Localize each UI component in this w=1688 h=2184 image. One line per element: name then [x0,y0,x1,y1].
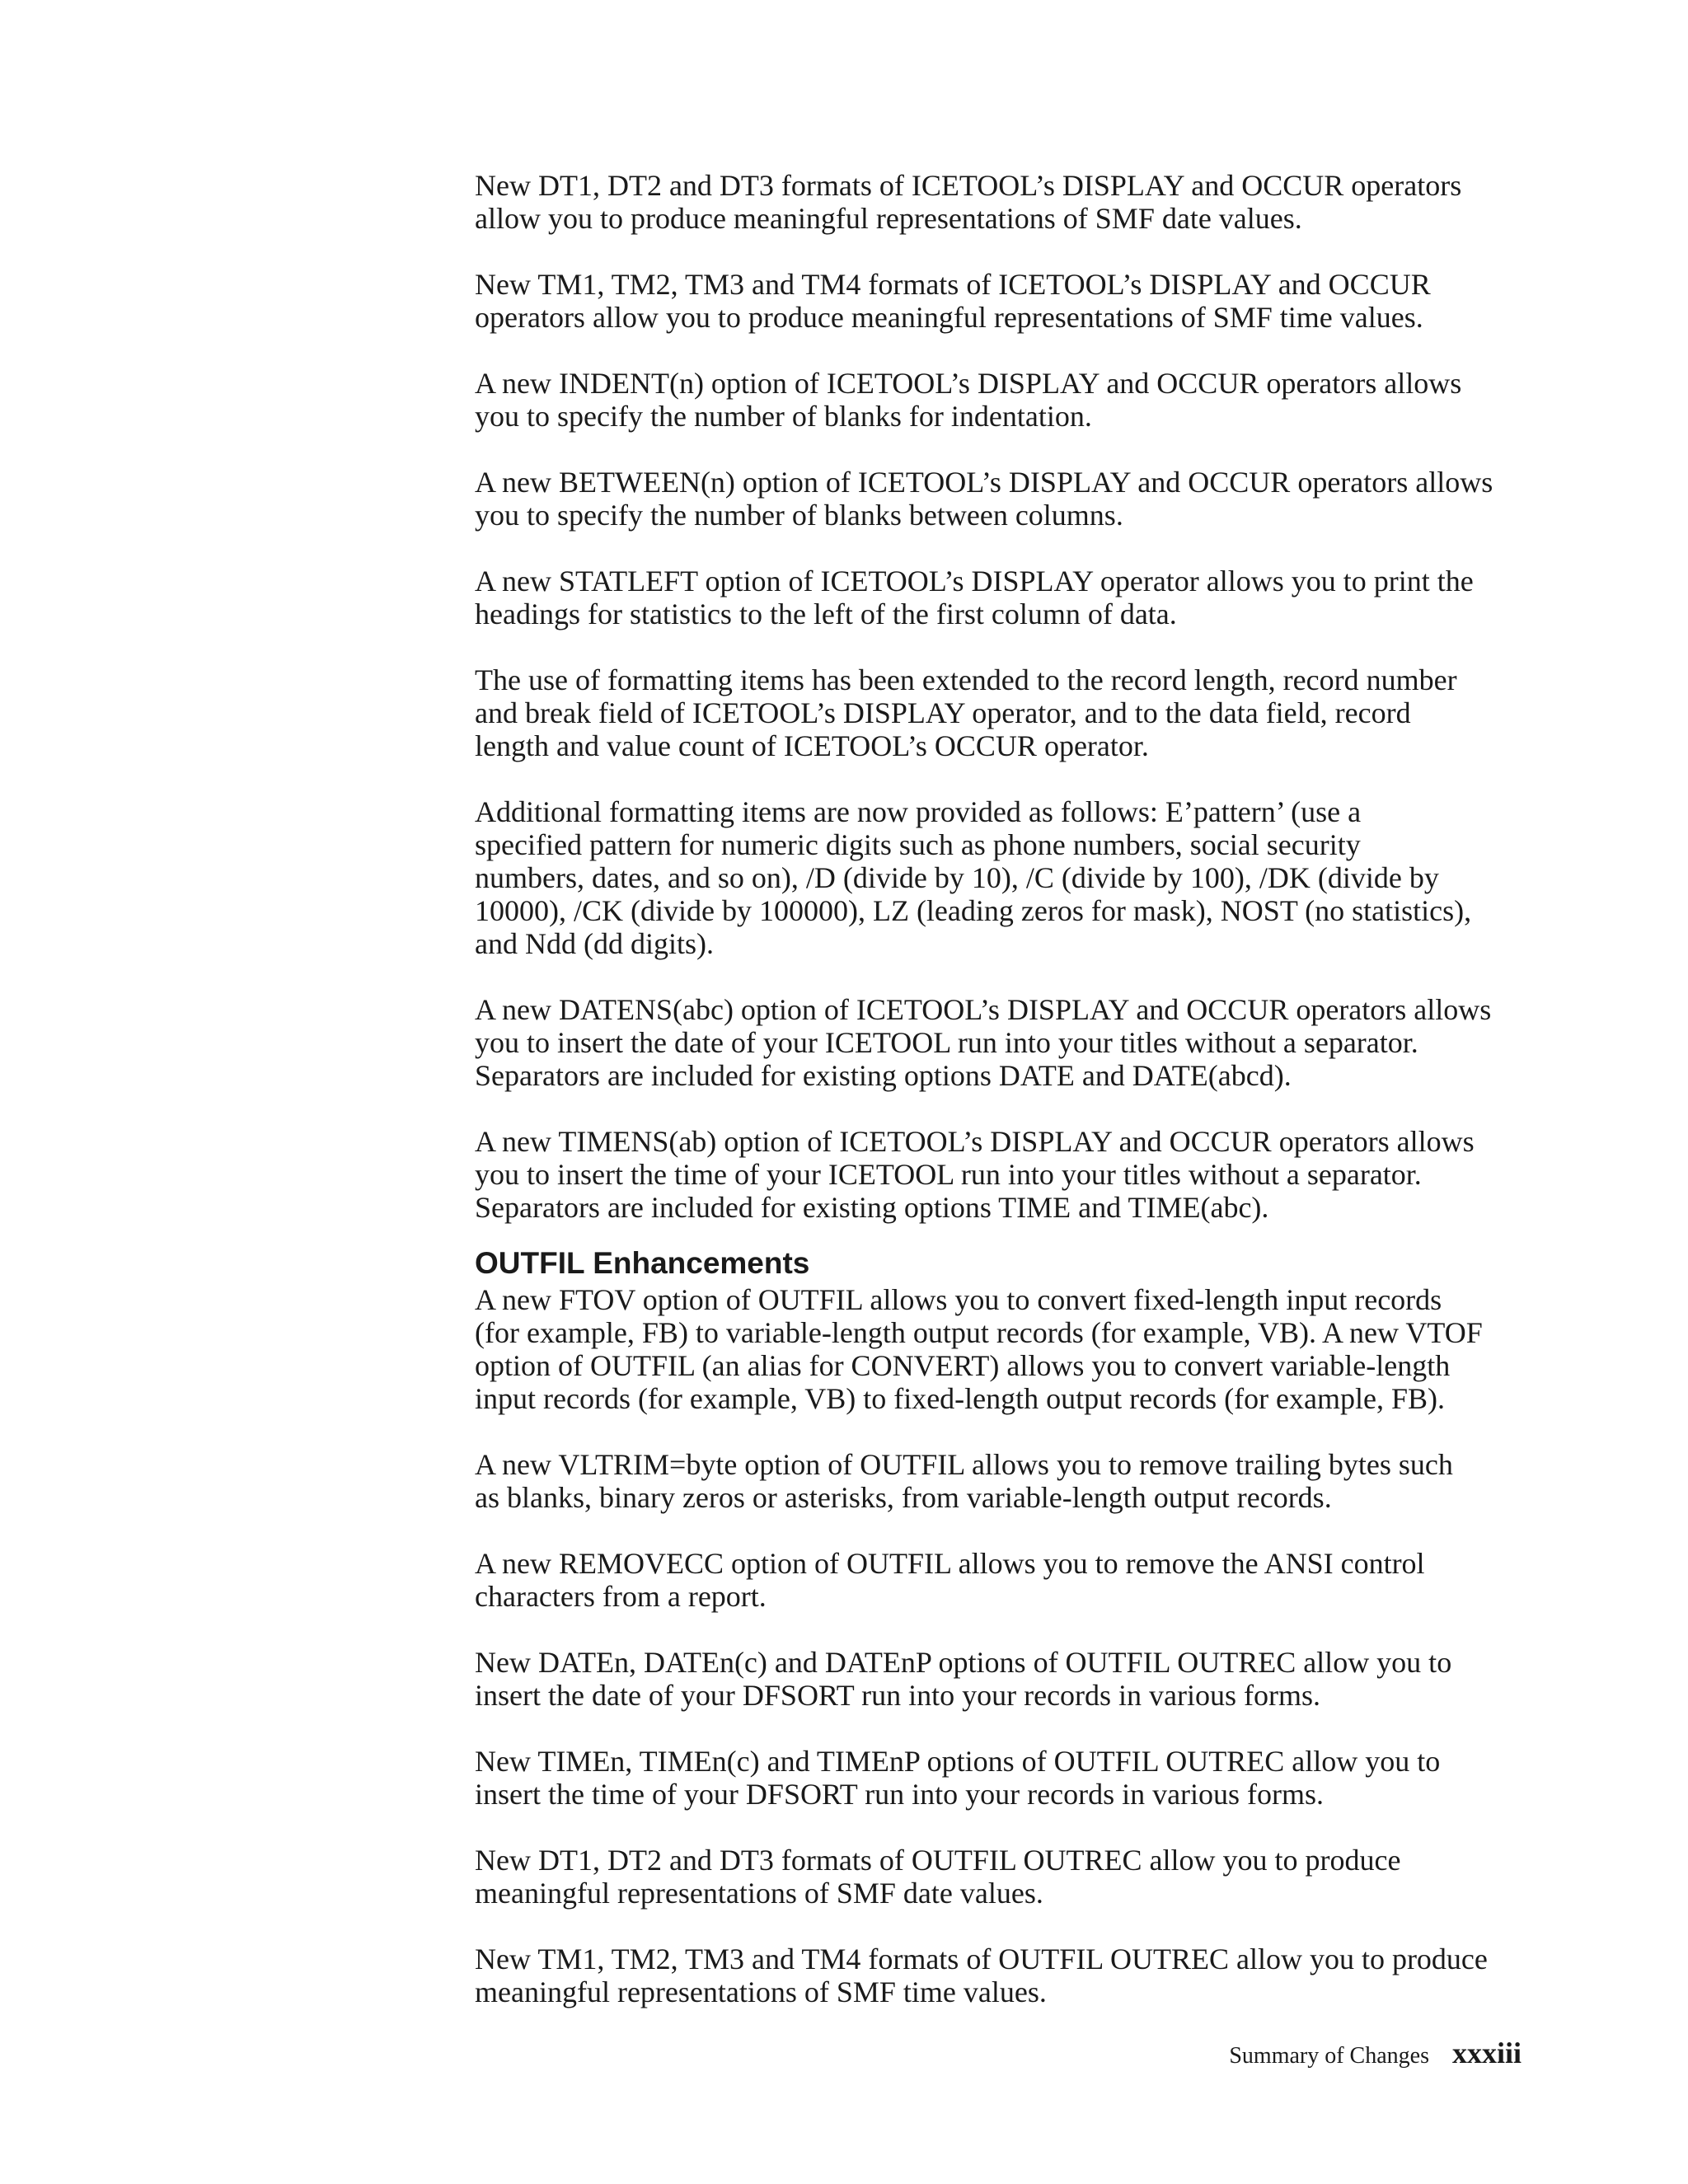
text-line: A new STATLEFT option of ICETOOL’s DISPLAY operator allows you to print the [475,565,1474,598]
paragraph [475,993,1522,1092]
paragraph [475,1448,1522,1514]
text-line: Separators are included for existing options TIME and TIME(abc). [475,1191,1269,1224]
paragraph [475,268,1522,334]
text-line: New TM1, TM2, TM3 and TM4 formats of ICETOOL’s DISPLAY and OCCUR [475,268,1431,301]
text-line: as blanks, binary zeros or asterisks, from variable-length output records. [475,1481,1332,1514]
text-line: headings for statistics to the left of the first column of data. [475,598,1177,630]
page-content [475,169,1522,2041]
paragraph [475,663,1522,762]
page-footer [475,2036,1522,2070]
text-line: A new DATENS(abc) option of ICETOOL’s DISPLAY and OCCUR operators allows [475,993,1492,1026]
text-line: and Ndd (dd digits). [475,927,714,960]
text-line: insert the date of your DFSORT run into your records in various forms. [475,1679,1321,1712]
paragraph [475,1745,1522,1811]
paragraph [475,1125,1522,1224]
text-line: meaningful representations of SMF date values. [475,1877,1043,1910]
text-line: A new FTOV option of OUTFIL allows you to convert fixed-length input records [475,1283,1442,1316]
text-line: A new TIMENS(ab) option of ICETOOL’s DISPLAY and OCCUR operators allows [475,1125,1475,1158]
text-line: option of OUTFIL (an alias for CONVERT) allows you to convert variable-length [475,1349,1451,1382]
text-line: you to specify the number of blanks between columns. [475,499,1123,532]
text-line: you to insert the time of your ICETOOL run into your titles without a separator. [475,1158,1422,1191]
paragraph [475,367,1522,433]
section-heading: OUTFIL Enhancements [475,1246,810,1280]
text-line: numbers, dates, and so on), /D (divide by 10), /C (divide by 100), /DK (divide by [475,861,1439,894]
text-line: A new REMOVECC option of OUTFIL allows you to remove the ANSI control [475,1547,1425,1580]
text-line: Separators are included for existing options DATE and DATE(abcd). [475,1059,1292,1092]
paragraph [475,1283,1522,1415]
text-line: Additional formatting items are now provided as follows: E’pattern’ (use a [475,795,1362,828]
paragraph [475,565,1522,630]
paragraph [475,1844,1522,1910]
text-line: A new BETWEEN(n) option of ICETOOL’s DISPLAY and OCCUR operators allows [475,466,1493,499]
paragraph [475,1547,1522,1613]
text-line: New DT1, DT2 and DT3 formats of ICETOOL’s DISPLAY and OCCUR operators [475,169,1462,202]
text-line: (for example, FB) to variable-length output records (for example, VB). A new VTOF [475,1316,1483,1349]
text-line: allow you to produce meaningful representations of SMF date values. [475,202,1302,235]
paragraph [475,795,1522,960]
text-line: operators allow you to produce meaningful representations of SMF time values. [475,301,1423,334]
text-line: you to specify the number of blanks for indentation. [475,400,1092,433]
text-line: New DATEn, DATEn(c) and DATEnP options of OUTFIL OUTREC allow you to [475,1646,1452,1679]
outfil-paragraphs [475,1283,1522,2008]
text-line: specified pattern for numeric digits such as phone numbers, social security [475,828,1361,861]
paragraph [475,466,1522,532]
text-line: input records (for example, VB) to fixed-length output records (for example, FB). [475,1382,1446,1415]
text-line: meaningful representations of SMF time values. [475,1975,1047,2008]
text-line: A new INDENT(n) option of ICETOOL’s DISPLAY and OCCUR operators allows [475,367,1462,400]
text-line: A new VLTRIM=byte option of OUTFIL allows you to remove trailing bytes such [475,1448,1453,1481]
paragraph [475,1646,1522,1712]
text-line: you to insert the date of your ICETOOL run into your titles without a separator. [475,1026,1418,1059]
icetool-paragraphs [475,169,1522,1224]
running-title: Summary of Changes [1229,2043,1429,2069]
text-line: New TIMEn, TIMEn(c) and TIMEnP options of OUTFIL OUTREC allow you to [475,1745,1441,1778]
text-line: New TM1, TM2, TM3 and TM4 formats of OUTFIL OUTREC allow you to produce [475,1943,1488,1975]
text-line: length and value count of ICETOOL’s OCCUR operator. [475,729,1149,762]
paragraph [475,169,1522,235]
text-line: and break field of ICETOOL’s DISPLAY operator, and to the data field, record [475,696,1411,729]
text-line: insert the time of your DFSORT run into your records in various forms. [475,1778,1325,1811]
paragraph [475,1943,1522,2008]
page-number: xxxiii [1451,2036,1522,2069]
text-line: characters from a report. [475,1580,767,1613]
text-line: The use of formatting items has been extended to the record length, record number [475,663,1457,696]
text-line: New DT1, DT2 and DT3 formats of OUTFIL OUTREC allow you to produce [475,1844,1401,1877]
text-line: 10000), /CK (divide by 100000), LZ (leading zeros for mask), NOST (no statistics), [475,894,1472,927]
